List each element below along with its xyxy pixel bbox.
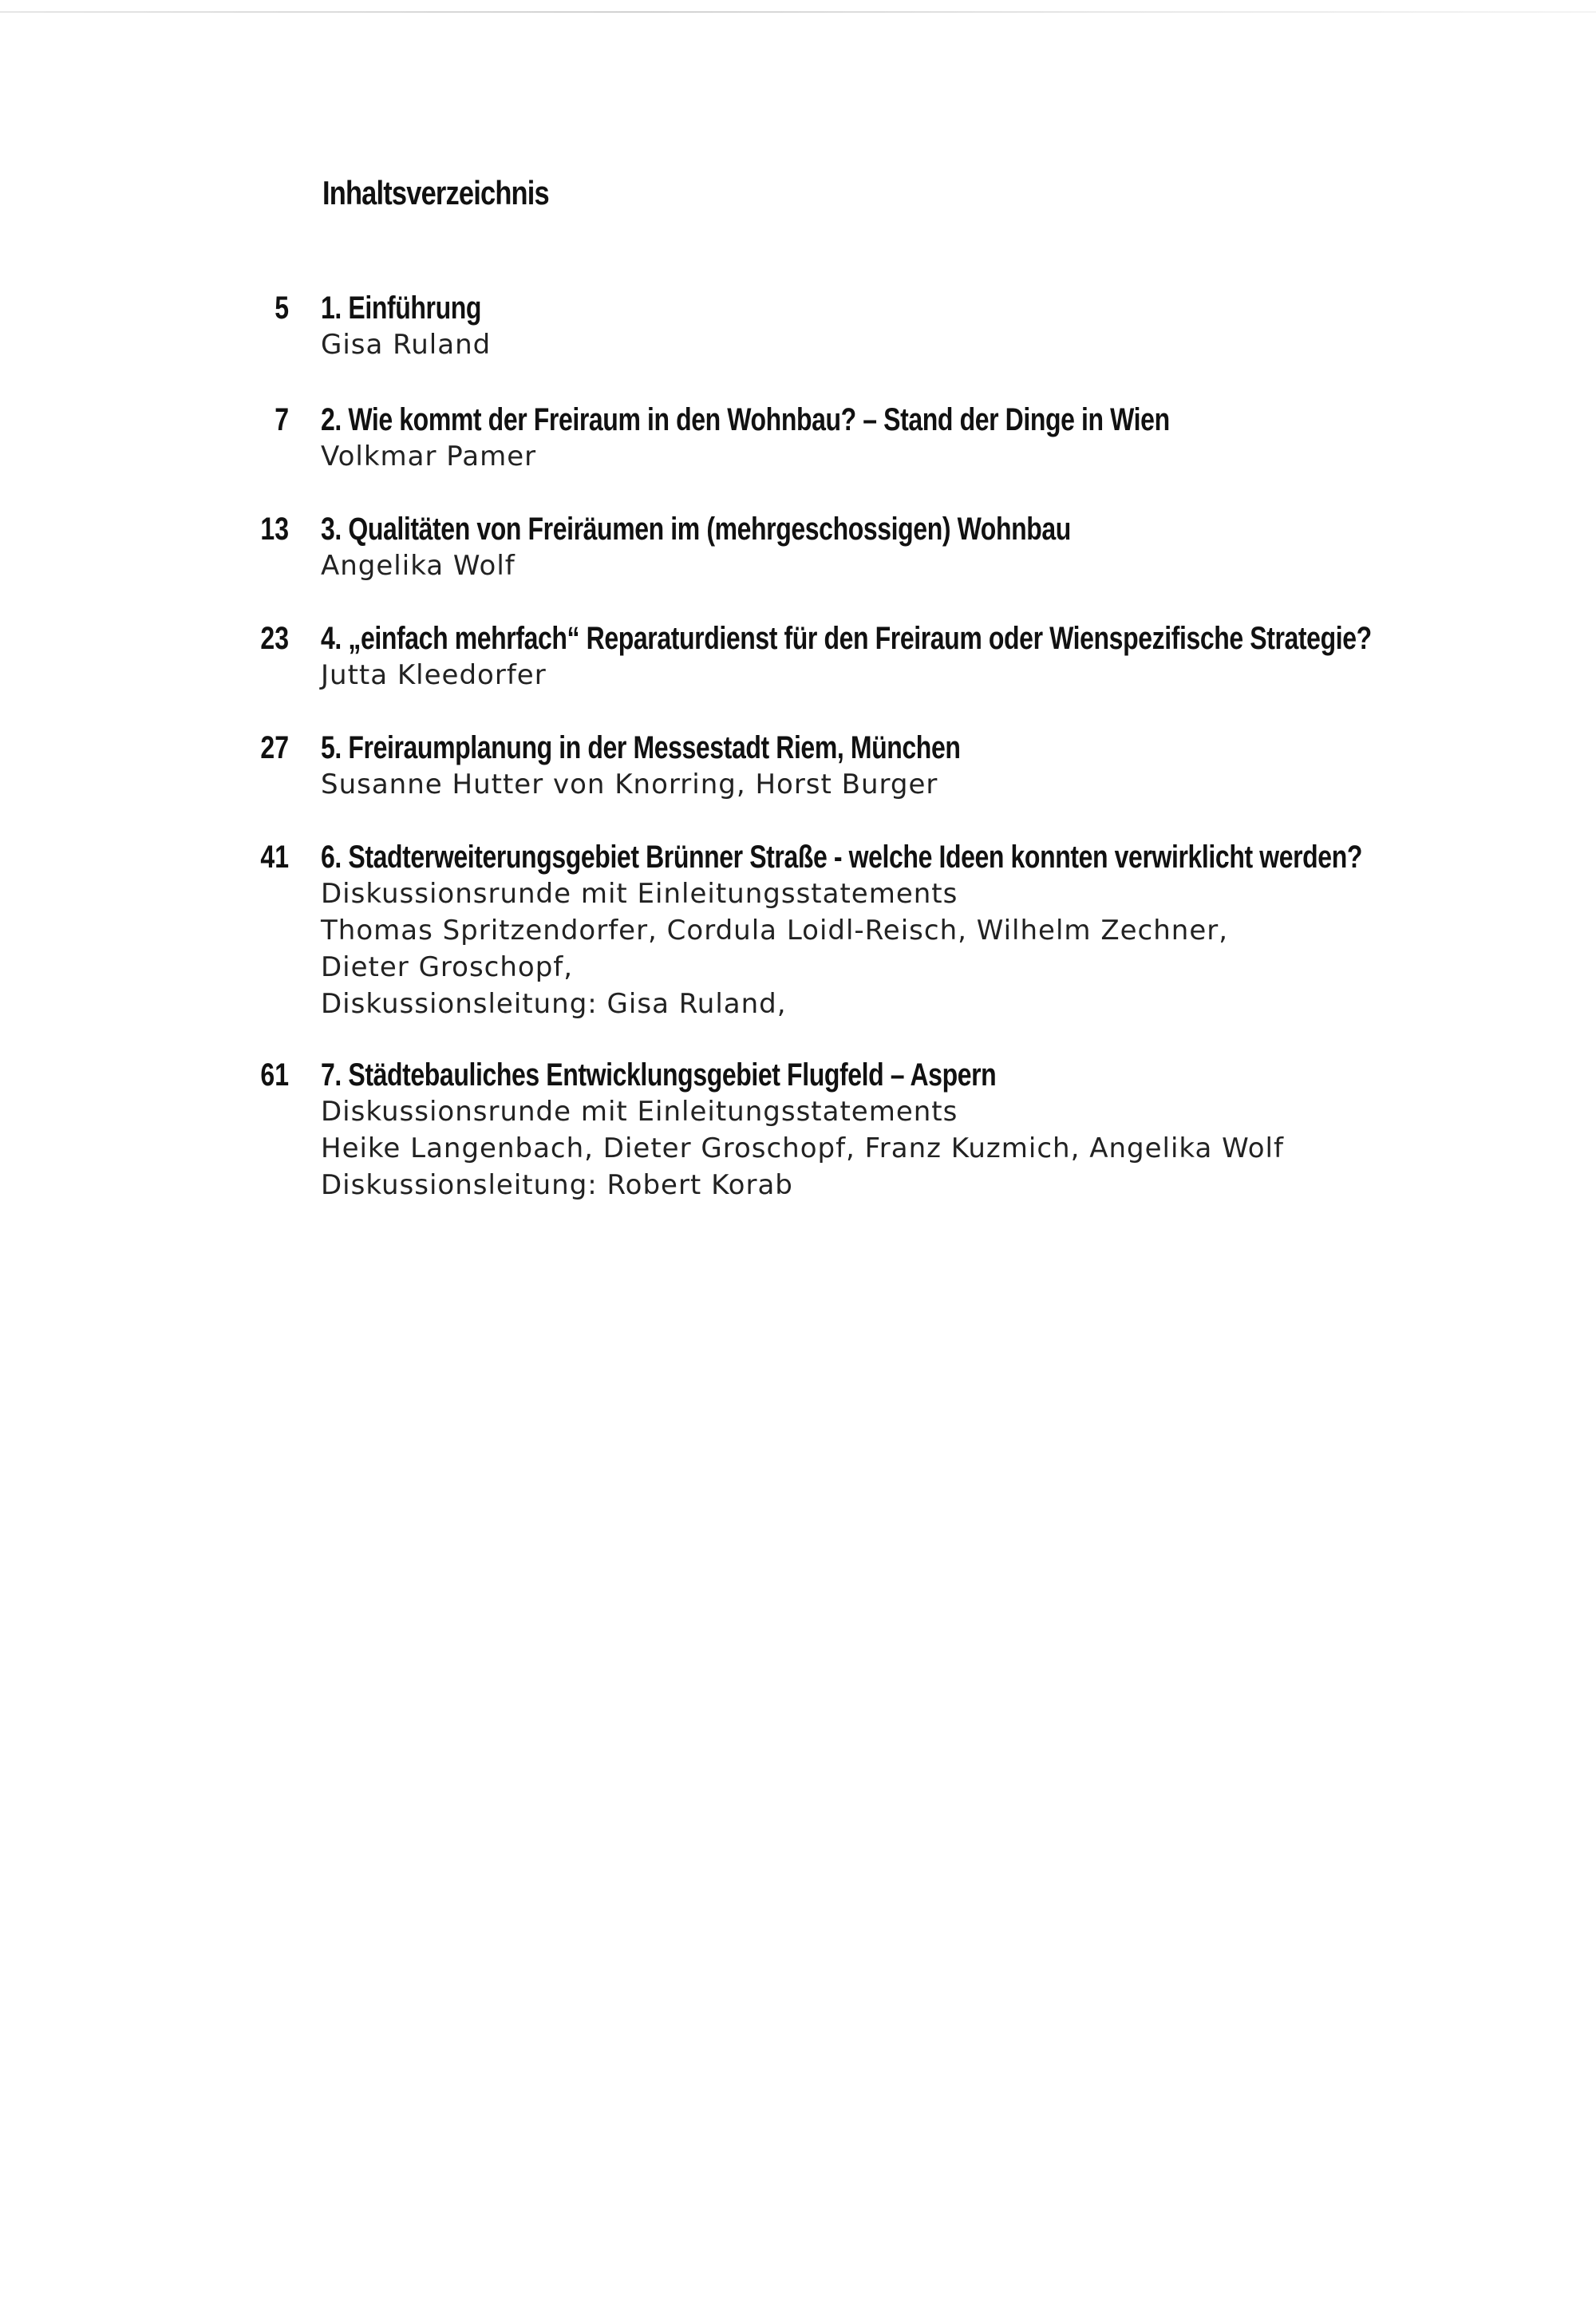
toc-entry-title: 3. Qualitäten von Freiräumen im (mehrgeschossigen) Wohnbau <box>321 512 1071 547</box>
toc-entry-title: 7. Städtebauliches Entwicklungsgebiet Flugfeld – Aspern <box>321 1057 997 1093</box>
toc-page-number: 61 <box>260 1057 289 1093</box>
toc-entry-author: Gisa Ruland <box>321 329 492 361</box>
scan-edge-line <box>0 11 1596 13</box>
toc-page-number: 5 <box>275 290 289 326</box>
toc-entry-author: Susanne Hutter von Knorring, Horst Burger <box>321 769 938 800</box>
toc-page-number: 7 <box>275 402 289 437</box>
toc-page-number: 13 <box>260 512 289 547</box>
toc-entry-author: Angelika Wolf <box>321 550 516 582</box>
toc-entry-author: Dieter Groschopf, <box>321 951 574 983</box>
toc-entry-title: 6. Stadterweiterungsgebiet Brünner Straße - welche Ideen konnten verwirklicht werden? <box>321 840 1362 875</box>
page-title: Inhaltsverzeichnis <box>322 174 549 211</box>
toc-page-number: 27 <box>260 730 289 765</box>
toc-page-number: 23 <box>260 621 289 656</box>
toc-entry-author: Volkmar Pamer <box>321 441 537 472</box>
toc-entry-author: Thomas Spritzendorfer, Cordula Loidl-Reisch, Wilhelm Zechner, <box>321 915 1229 947</box>
toc-entry-details <box>321 326 491 363</box>
toc-entry-title: 4. „einfach mehrfach“ Reparaturdienst für den Freiraum oder Wienspezifische Strategie? <box>321 621 1372 656</box>
toc-page-number: 41 <box>260 840 289 875</box>
toc-entry-author: Jutta Kleedorfer <box>321 659 547 691</box>
toc-entry-details <box>321 547 516 584</box>
toc-entry-title: 2. Wie kommt der Freiraum in den Wohnbau? – Stand der Dinge in Wien <box>321 402 1170 437</box>
toc-entry-title: 5. Freiraumplanung in der Messestadt Riem, München <box>321 730 961 765</box>
toc-entry-details <box>321 766 938 803</box>
toc-entry-title: 1. Einführung <box>321 290 482 326</box>
toc-entry-details <box>321 657 547 694</box>
toc-entry-subtitle: Diskussionsrunde mit Einleitungsstatements <box>321 1096 958 1128</box>
toc-entry-details <box>321 1093 1284 1203</box>
toc-entry-moderator: Diskussionsleitung: Gisa Ruland, <box>321 988 787 1020</box>
toc-entry-details <box>321 438 536 475</box>
toc-entry-details <box>321 875 1228 1022</box>
toc-entry-author: Heike Langenbach, Dieter Groschopf, Franz Kuzmich, Angelika Wolf <box>321 1132 1284 1164</box>
toc-entry-subtitle: Diskussionsrunde mit Einleitungsstatements <box>321 878 958 910</box>
toc-entry-moderator: Diskussionsleitung: Robert Korab <box>321 1169 793 1201</box>
